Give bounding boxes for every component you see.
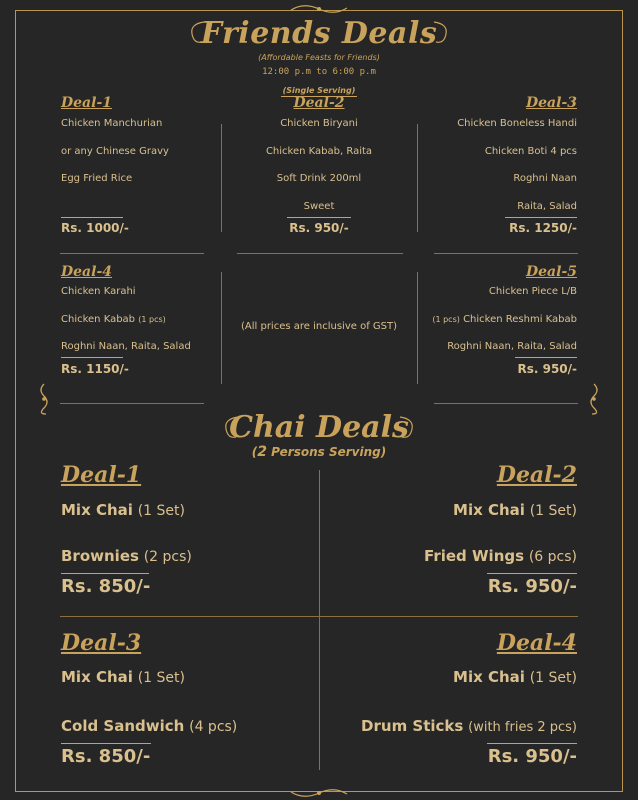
deal-item: Chicken Karahi — [61, 286, 136, 297]
divider — [60, 403, 204, 404]
divider — [434, 403, 578, 404]
divider — [319, 470, 320, 770]
chai-deal-title: Deal-1 — [61, 462, 142, 488]
serving-badge: (Single Serving) — [282, 86, 356, 95]
price-underline — [287, 217, 351, 218]
item-name: Mix Chai — [61, 501, 133, 519]
friends-deals-subtitle: (Affordable Feasts for Friends) — [258, 53, 380, 62]
deal-price: Rs. 950/- — [517, 362, 577, 376]
item-qty: (1 Set) — [529, 670, 577, 686]
item-name: Drum Sticks — [361, 717, 464, 735]
deal-price: Rs. 1250/- — [509, 221, 577, 235]
deal-item-qty: (1 pcs) — [432, 315, 460, 324]
item-qty: (1 Set) — [137, 503, 185, 519]
deal-item-name: Chicken Kabab — [61, 314, 136, 325]
price-underline — [61, 217, 123, 218]
price-underline — [61, 743, 151, 744]
deal-item: Chicken Biryani — [280, 118, 358, 129]
item-name: Mix Chai — [453, 668, 525, 686]
price-underline — [61, 573, 149, 574]
subtitle-rest: Persons Serving) — [267, 445, 387, 459]
chai-deal-item — [61, 668, 185, 686]
item-qty: (4 pcs) — [189, 719, 238, 735]
chai-deal-title: Deal-2 — [496, 462, 577, 488]
item-qty: (1 Set) — [137, 670, 185, 686]
item-name: Cold Sandwich — [61, 717, 185, 735]
item-qty: (1 Set) — [529, 503, 577, 519]
deal-title: Deal-4 — [61, 264, 112, 280]
deal-item: Roghni Naan, Raita, Salad — [447, 341, 577, 352]
deal-item: Chicken Piece L/B — [488, 286, 577, 297]
deal-item-name: Chicken Reshmi Kabab — [463, 314, 577, 325]
divider — [60, 253, 204, 254]
flourish-ornament-icon — [289, 786, 349, 800]
chai-deal-item — [453, 668, 577, 686]
deal-item: Roghni Naan, Raita, Salad — [61, 341, 191, 352]
deal-item-qty: (1 pcs) — [138, 315, 166, 324]
deal-price: Rs. 1150/- — [61, 362, 129, 376]
deal-item: Egg Fried Rice — [61, 173, 133, 184]
price-underline — [515, 357, 577, 358]
chai-deal-title: Deal-3 — [61, 630, 142, 656]
chai-deals-subtitle — [0, 444, 638, 460]
item-name: Fried Wings — [424, 547, 525, 565]
price-underline — [487, 743, 577, 744]
deal-item — [61, 315, 166, 325]
price-underline — [505, 217, 577, 218]
price-underline — [487, 573, 577, 574]
chai-deal-item — [361, 717, 577, 735]
subtitle-count: 2 — [257, 444, 267, 460]
divider — [434, 253, 578, 254]
deal-title: Deal-3 — [526, 95, 577, 111]
deal-item: or any Chinese Gravy — [61, 146, 169, 157]
chai-deal-price: Rs. 950/- — [487, 576, 577, 597]
item-qty: (2 pcs) — [143, 549, 192, 565]
gst-note: (All prices are inclusive of GST) — [241, 321, 397, 332]
chai-deal-price: Rs. 850/- — [61, 746, 151, 767]
divider — [60, 616, 578, 617]
chai-deal-price: Rs. 850/- — [61, 576, 151, 597]
deal-item: Chicken Manchurian — [61, 118, 163, 129]
deal-item: Soft Drink 200ml — [276, 173, 362, 184]
friends-deals-time: 12:00 p.m to 6:00 p.m — [262, 67, 376, 77]
chai-deal-title: Deal-4 — [496, 630, 577, 656]
chai-deal-item — [453, 501, 577, 519]
item-qty: (with fries 2 pcs) — [468, 720, 577, 735]
chai-deal-item — [424, 547, 577, 565]
item-name: Mix Chai — [61, 668, 133, 686]
deal-price: Rs. 1000/- — [61, 221, 129, 235]
item-qty: (6 pcs) — [528, 549, 577, 565]
price-underline — [61, 357, 123, 358]
chai-deal-price: Rs. 950/- — [487, 746, 577, 767]
deal-item: Chicken Boneless Handi — [457, 118, 577, 129]
subtitle-open: ( — [251, 445, 258, 459]
deal-price: Rs. 950/- — [289, 221, 349, 235]
deal-item: Roghni Naan — [513, 173, 577, 184]
divider — [237, 253, 403, 254]
chai-deal-item — [61, 717, 237, 735]
deal-item — [432, 315, 577, 325]
chai-deal-item — [61, 501, 185, 519]
item-name: Brownies — [61, 547, 139, 565]
chai-deal-item — [61, 547, 192, 565]
deal-item: Sweet — [303, 201, 335, 212]
deal-item: Raita, Salad — [517, 201, 577, 212]
friends-deals-title: Friends Deals — [200, 16, 438, 51]
deal-title: Deal-2 — [293, 95, 345, 111]
deal-item: Chicken Kabab, Raita — [265, 146, 373, 157]
deal-title: Deal-5 — [526, 264, 577, 280]
deal-title: Deal-1 — [61, 95, 112, 111]
chai-deals-title: Chai Deals — [229, 410, 409, 445]
deal-item: Chicken Boti 4 pcs — [484, 146, 577, 157]
flourish-ornament-icon — [289, 2, 349, 16]
item-name: Mix Chai — [453, 501, 525, 519]
